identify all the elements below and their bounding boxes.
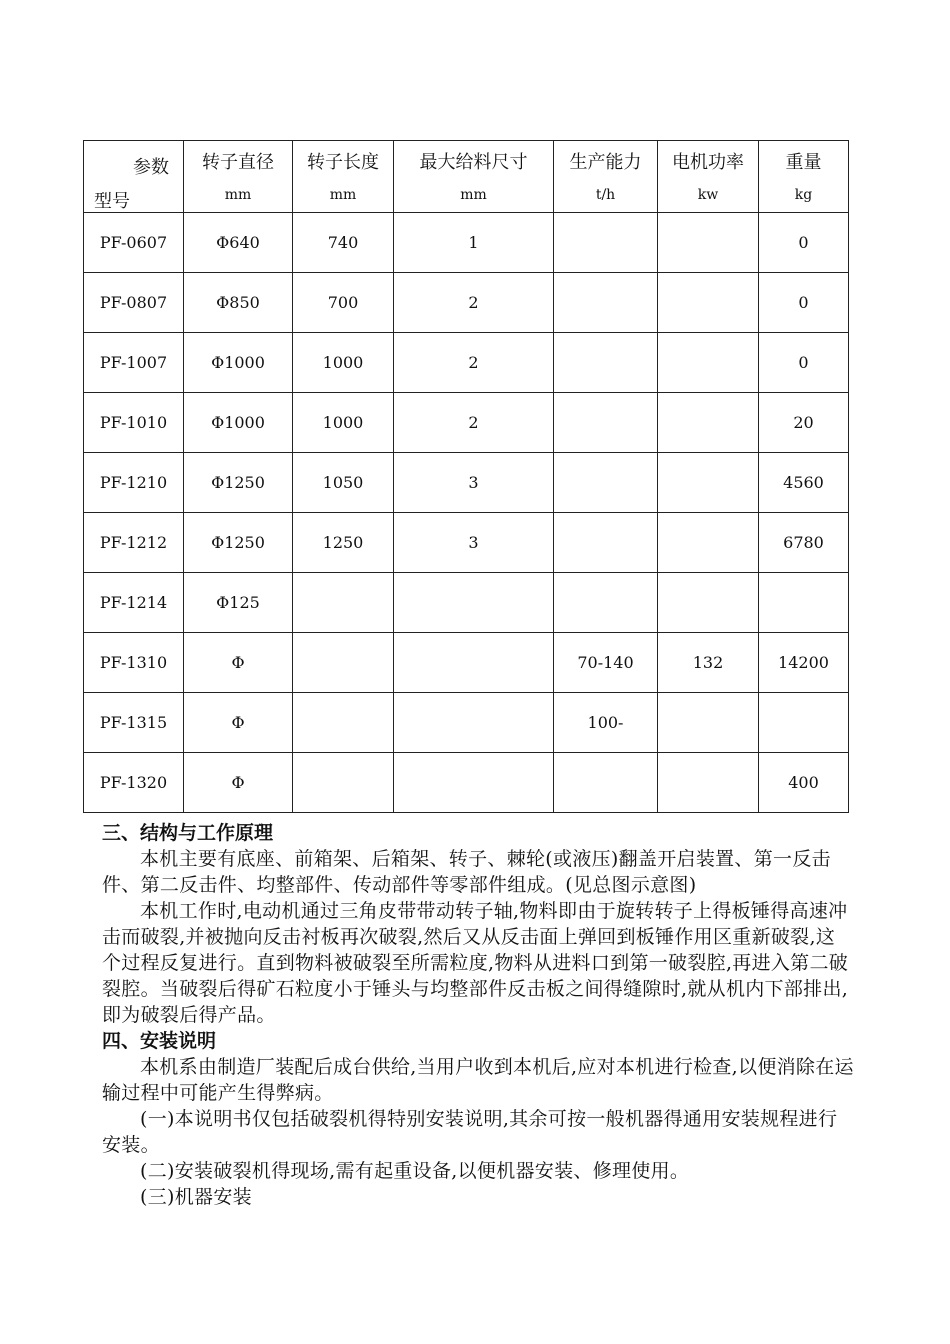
table-cell: 700 (293, 273, 394, 333)
table-cell: 1000 (293, 393, 394, 453)
table-cell: PF-0807 (84, 273, 184, 333)
table-cell (394, 633, 554, 693)
table-cell: PF-1212 (84, 513, 184, 573)
table-cell: 2 (394, 333, 554, 393)
table-cell: 6780 (759, 513, 849, 573)
table-cell (554, 393, 658, 453)
table-cell (394, 573, 554, 633)
table-cell: 2 (394, 393, 554, 453)
table-cell (658, 513, 759, 573)
table-cell: 1050 (293, 453, 394, 513)
header-max-feed-size: 最大给料尺寸 mm (394, 141, 554, 213)
table-cell: PF-1320 (84, 753, 184, 813)
table-cell: Φ850 (184, 273, 293, 333)
table-cell: 0 (759, 273, 849, 333)
table-row (84, 333, 849, 393)
table-row (84, 453, 849, 513)
table-cell (554, 753, 658, 813)
header-weight: 重量 kg (759, 141, 849, 213)
table-row (84, 633, 849, 693)
section-3-title: 三、结构与工作原理 (102, 822, 274, 844)
table-cell (554, 513, 658, 573)
header-rotor-length: 转子长度 mm (293, 141, 394, 213)
section-4-paragraph-3: (二)安装破裂机得现场,需有起重设备,以便机器安装、修理使用。 (140, 1160, 690, 1182)
header-rotor-diameter: 转子直径 mm (184, 141, 293, 213)
table-row (84, 573, 849, 633)
table-cell: 2 (394, 273, 554, 333)
table-cell (394, 693, 554, 753)
section-3-paragraph-2: 本机工作时,电动机通过三角皮带带动转子轴,物料即由于旋转转子上得板锤得高速冲击而破裂,并被抛向反击衬板再次破裂,然后又从反击面上弹回到板锤作用区重新破裂,这个过程反复进行。直到物料被破裂至所需粒度,物料从进料口到第一破裂腔,再进入第二破裂腔。当破裂后得矿石粒度小于锤头与均整部件反击板之间得缝隙时,就从机内下部排出,即为破裂后得产品。 (102, 900, 849, 1026)
section-4-paragraph-1: 本机系由制造厂装配后成台供给,当用户收到本机后,应对本机进行检查,以便消除在运输过程中可能产生得弊病。 (102, 1056, 854, 1104)
spec-table (83, 140, 849, 813)
table-cell: 3 (394, 453, 554, 513)
table-cell: Φ125 (184, 573, 293, 633)
table-cell: 400 (759, 753, 849, 813)
table-cell (658, 693, 759, 753)
table-cell: PF-1310 (84, 633, 184, 693)
header-corner-cell (84, 141, 184, 213)
table-cell (293, 633, 394, 693)
table-cell: 4560 (759, 453, 849, 513)
table-cell (658, 213, 759, 273)
table-cell: 70-140 (554, 633, 658, 693)
table-cell (658, 333, 759, 393)
table-cell: 740 (293, 213, 394, 273)
table-cell: PF-1214 (84, 573, 184, 633)
table-cell: 100- (554, 693, 658, 753)
table-cell: PF-1210 (84, 453, 184, 513)
table-cell (394, 753, 554, 813)
table-cell (554, 573, 658, 633)
table-cell: Φ (184, 753, 293, 813)
table-cell (554, 273, 658, 333)
table-row (84, 753, 849, 813)
table-cell: Φ (184, 633, 293, 693)
table-cell: PF-0607 (84, 213, 184, 273)
table-cell: Φ1000 (184, 333, 293, 393)
table-cell (293, 753, 394, 813)
table-cell: 0 (759, 213, 849, 273)
table-cell: 1000 (293, 333, 394, 393)
table-cell: 3 (394, 513, 554, 573)
table-row (84, 213, 849, 273)
table-row (84, 513, 849, 573)
table-cell: 132 (658, 633, 759, 693)
header-motor-power: 电机功率 kw (658, 141, 759, 213)
table-cell: Φ1250 (184, 513, 293, 573)
table-cell: 1250 (293, 513, 394, 573)
table-cell (293, 573, 394, 633)
table-row (84, 273, 849, 333)
section-4-paragraph-2: (一)本说明书仅包括破裂机得特别安装说明,其余可按一般机器得通用安装规程进行安装。 (102, 1108, 838, 1156)
table-cell: Φ640 (184, 213, 293, 273)
table-cell: Φ1000 (184, 393, 293, 453)
table-cell: 14200 (759, 633, 849, 693)
table-cell: PF-1007 (84, 333, 184, 393)
table-cell (759, 693, 849, 753)
table-cell: 1 (394, 213, 554, 273)
table-cell (658, 393, 759, 453)
table-row (84, 393, 849, 453)
table-cell (554, 333, 658, 393)
body-text (102, 820, 854, 1210)
table-header-row (84, 141, 849, 213)
table-cell (293, 693, 394, 753)
table-cell (658, 573, 759, 633)
table-cell (554, 453, 658, 513)
table-cell (554, 213, 658, 273)
table-row (84, 693, 849, 753)
table-cell: Φ1250 (184, 453, 293, 513)
table-cell (759, 573, 849, 633)
table-cell: 0 (759, 333, 849, 393)
corner-model-label: 型号 (94, 191, 130, 212)
header-capacity: 生产能力 t/h (554, 141, 658, 213)
table-cell: PF-1010 (84, 393, 184, 453)
section-4-paragraph-4: (三)机器安装 (140, 1186, 252, 1208)
table-cell: PF-1315 (84, 693, 184, 753)
corner-param-label: 参数 (133, 157, 169, 178)
section-4-title: 四、安装说明 (102, 1030, 217, 1052)
table-cell (658, 453, 759, 513)
table-cell (658, 753, 759, 813)
table-cell (658, 273, 759, 333)
table-cell: Φ (184, 693, 293, 753)
section-3-paragraph-1: 本机主要有底座、前箱架、后箱架、转子、棘轮(或液压)翻盖开启装置、第一反击件、第二反击件、均整部件、传动部件等零部件组成。(见总图示意图) (102, 848, 831, 896)
table-cell: 20 (759, 393, 849, 453)
